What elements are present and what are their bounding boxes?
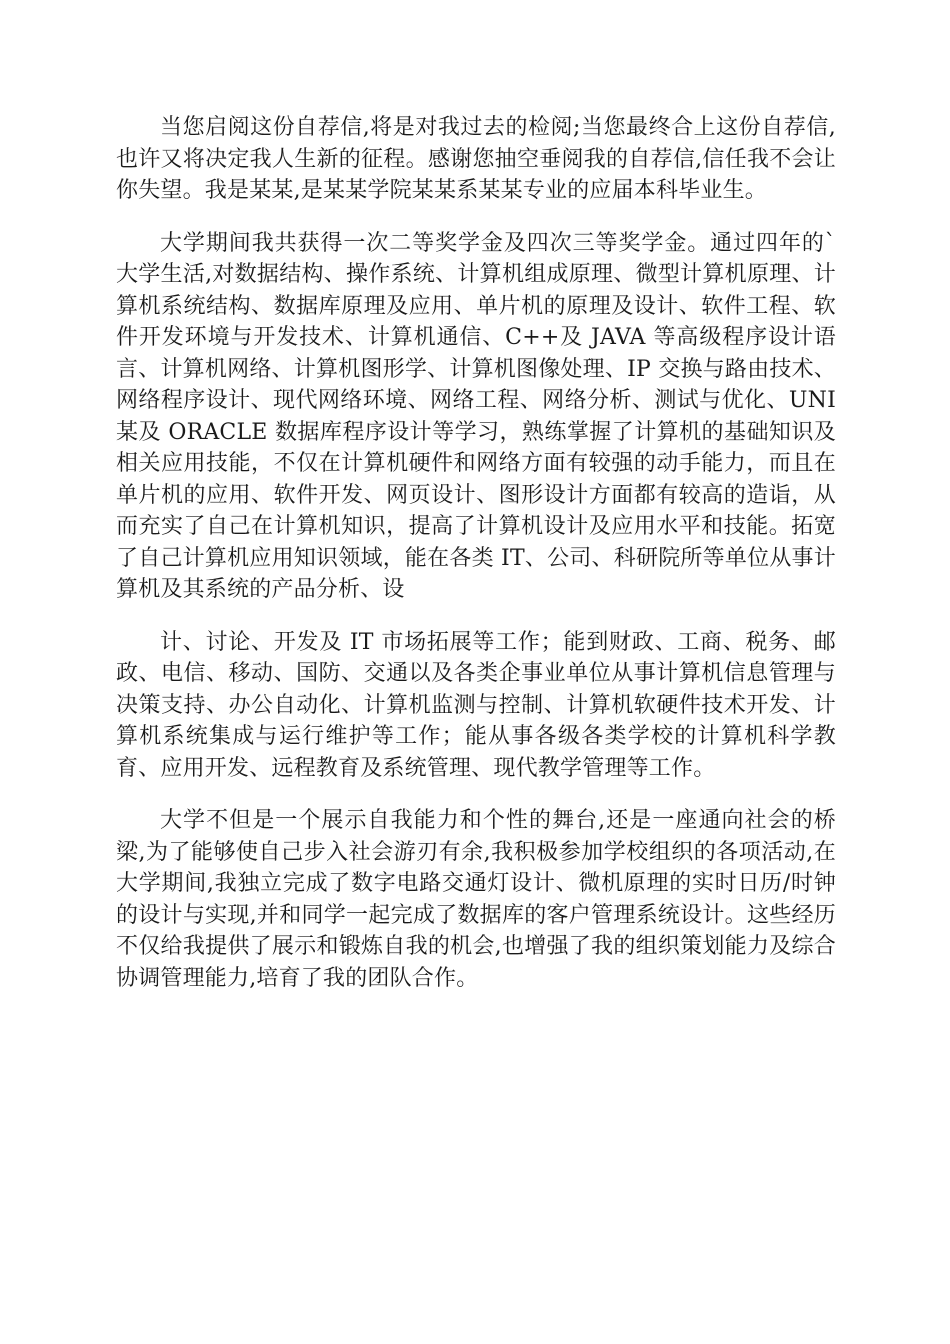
paragraph-activities: 大学不但是一个展示自我能力和个性的舞台,还是一座通向社会的桥梁,为了能够使自己步入社会游刃有余,我积极参加学校组织的各项活动,在大学期间,我独立完成了数字电路交通灯设计、微机原理的实时日历/时钟的设计与实现,并和同学一起完成了数据库的客户管理系统设计。这些经历不仅给我提供了展示和锻炼自我的机会,也增强了我的组织策划能力及综合协调管理能力,培育了我的团队合作。 xyxy=(116,808,836,991)
paragraph-career: 计、讨论、开发及 IT 市场拓展等工作；能到财政、工商、税务、邮政、电信、移动、国防、交通以及各类企事业单位从事计算机信息管理与决策支持、办公自动化、计算机监测与控制、计算机软硬件技术开发、计算机系统集成与运行维护等工作；能从事各级各类学校的计算机科学教育、应用开发、远程教育及系统管理、现代教学管理等工作。 xyxy=(116,629,836,781)
document-body xyxy=(116,112,836,994)
paragraph-studies: 大学期间我共获得一次二等奖学金及四次三等奖学金。通过四年的`大学生活,对数据结构、操作系统、计算机组成原理、微型计算机原理、计算机系统结构、数据库原理及应用、单片机的原理及设计、软件工程、软件开发环境与开发技术、计算机通信、C++及 JAVA 等高级程序设计语言、计算机网络、计算机图形学、计算机图像处理、IP 交换与路由技术、网络程序设计、现代网络环境、网络工程、网络分析、测试与优化、UNI某及 ORACLE 数据库程序设计等学习，熟练掌握了计算机的基础知识及相关应用技能，不仅在计算机硬件和网络方面有较强的动手能力，而且在单片机的应用、软件开发、网页设计、图形设计方面都有较高的造诣，从而充实了自己在计算机知识，提高了计算机设计及应用水平和技能。拓宽了自己计算机应用知识领域，能在各类 IT、公司、科研院所等单位从事计算机及其系统的产品分析、设 xyxy=(116,230,836,602)
paragraph-intro: 当您启阅这份自荐信,将是对我过去的检阅;当您最终合上这份自荐信,也许又将决定我人生新的征程。感谢您抽空垂阅我的自荐信,信任我不会让你失望。我是某某,是某某学院某某系某某专业的应届本科毕业生。 xyxy=(116,115,836,203)
